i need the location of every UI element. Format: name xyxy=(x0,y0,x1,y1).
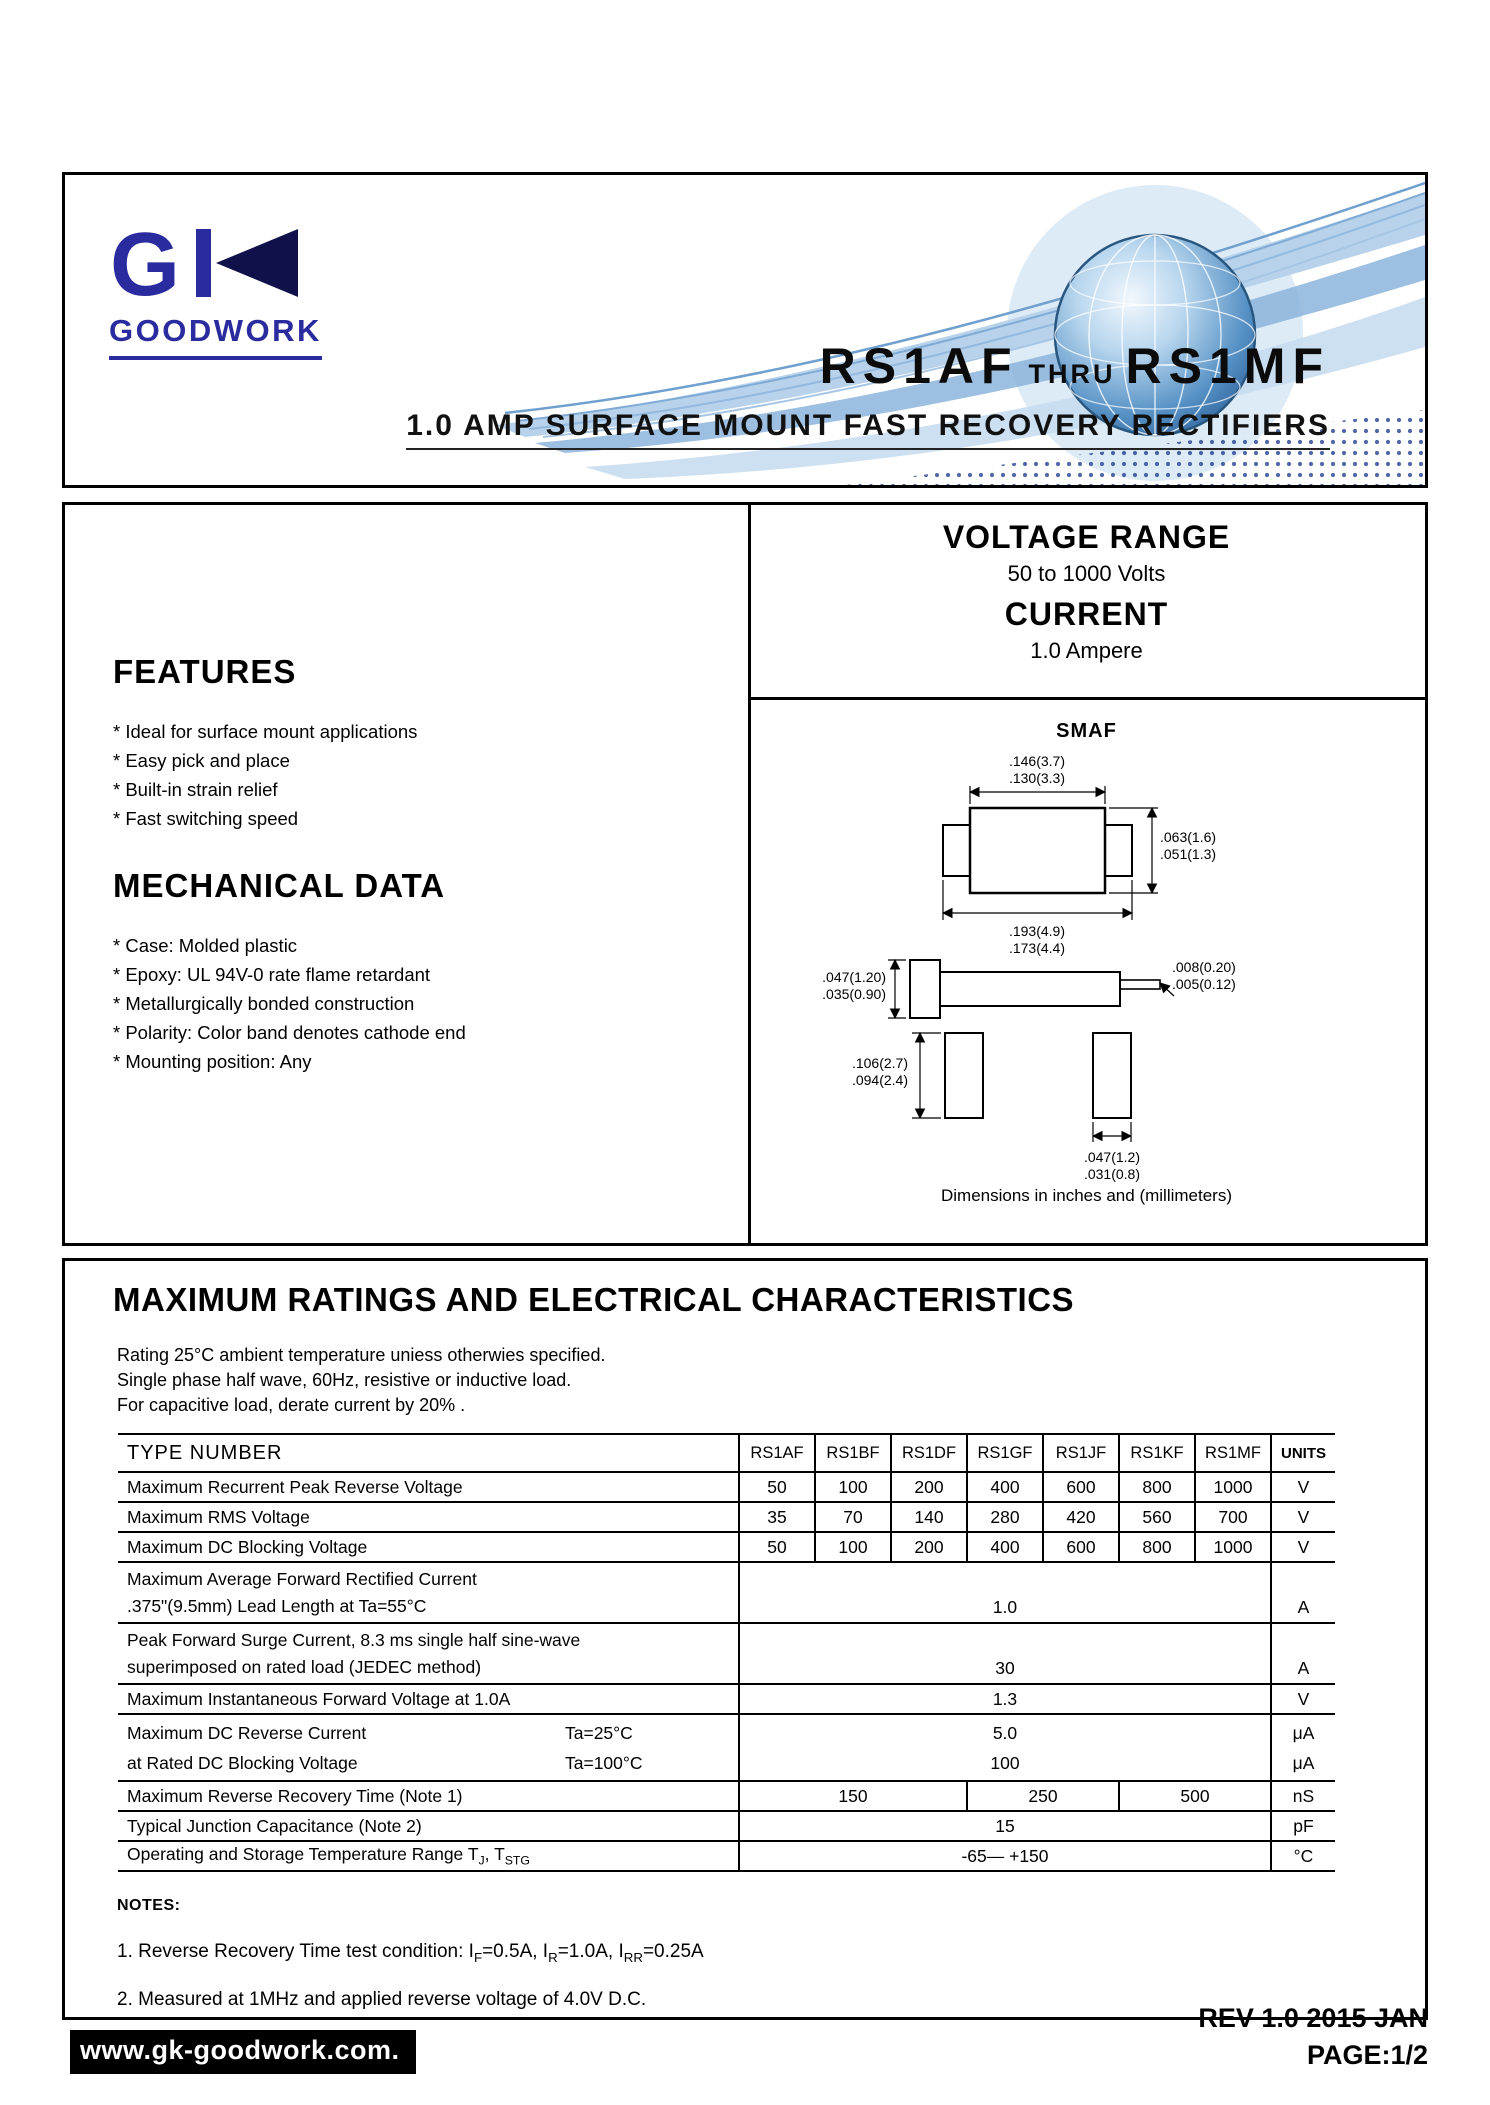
cell-value: 70 xyxy=(814,1503,890,1531)
mechanical-item: * Epoxy: UL 94V-0 rate flame retardant xyxy=(113,964,431,985)
table-row-vdc xyxy=(118,1533,1335,1563)
website-bar: www.gk-goodwork.com. xyxy=(70,2030,416,2074)
cell-value-span: 15 xyxy=(738,1812,1270,1840)
cell-value: 800 xyxy=(1118,1473,1194,1501)
cell-unit: A xyxy=(1270,1624,1335,1683)
page-title xyxy=(820,337,1330,395)
dim-lead-thickness-min: .005(0.12) xyxy=(1172,976,1236,992)
col-header-part: RS1KF xyxy=(1118,1435,1194,1471)
row-label: Maximum Recurrent Peak Reverse Voltage xyxy=(127,1476,463,1497)
row-condition: Ta=25°C xyxy=(565,1723,633,1743)
cell-value-span: 500 xyxy=(1118,1782,1270,1810)
table-header-row xyxy=(118,1435,1335,1473)
svg-text:G: G xyxy=(110,221,181,305)
cell-unit: °C xyxy=(1270,1842,1335,1870)
row-label-line2: superimposed on rated load (JEDEC method) xyxy=(127,1657,482,1677)
cell-value: 35 xyxy=(738,1503,814,1531)
row-label-line1: Peak Forward Surge Current, 8.3 ms single half sine-wave xyxy=(127,1630,581,1650)
col-header-type-number: TYPE NUMBER xyxy=(127,1441,283,1464)
dimensions-footnote: Dimensions in inches and (millimeters) xyxy=(941,1186,1232,1205)
cell-value-span: 250 xyxy=(966,1782,1118,1810)
cell-value: 400 xyxy=(966,1473,1042,1501)
dim-body-width-max: .146(3.7) xyxy=(1008,753,1066,769)
dim-pad-height-max: .106(2.7) xyxy=(851,1055,908,1071)
cell-value: 280 xyxy=(966,1503,1042,1531)
cell-value: 600 xyxy=(1042,1533,1118,1561)
ratings-table xyxy=(118,1433,1335,1872)
header-box xyxy=(62,172,1428,488)
dim-pad-width-min: .031(0.8) xyxy=(1083,1166,1141,1182)
title-part2: RS1MF xyxy=(1125,338,1330,394)
table-row-cj xyxy=(118,1812,1335,1842)
feature-item: * Easy pick and place xyxy=(113,750,290,771)
dim-lead-height-max: .047(1.20) xyxy=(822,969,886,985)
dim-body-height-min: .051(1.3) xyxy=(1160,846,1217,862)
cell-value: 100 xyxy=(814,1533,890,1561)
col-header-part: RS1DF xyxy=(890,1435,966,1471)
table-row-vf xyxy=(118,1685,1335,1715)
dim-total-width-max: .193(4.9) xyxy=(1008,923,1066,939)
globe-graphic xyxy=(1055,235,1255,435)
cell-value: 50 xyxy=(738,1473,814,1501)
col-header-units: UNITS xyxy=(1270,1435,1335,1471)
feature-item: * Fast switching speed xyxy=(113,808,299,829)
notes-heading: NOTES: xyxy=(117,1897,181,1914)
row-label: Operating and Storage Temperature Range $T_J$, $T_{STG}$ xyxy=(127,1844,530,1868)
table-row-if xyxy=(118,1563,1335,1624)
package-drawing xyxy=(760,750,1415,1200)
table-row-trr xyxy=(118,1782,1335,1812)
revision-block xyxy=(1198,2000,1428,2074)
voltage-range-label: VOLTAGE RANGE xyxy=(942,519,1231,555)
condition-line: Single phase half wave, 60Hz, resistive or inductive load. xyxy=(117,1370,572,1390)
rating-conditions xyxy=(117,1343,605,1418)
cell-value: 420 xyxy=(1042,1503,1118,1531)
cell-value: 600 xyxy=(1042,1473,1118,1501)
ratings-box xyxy=(62,1258,1428,2020)
col-header-part: RS1GF xyxy=(966,1435,1042,1471)
cell-value-span: 150 xyxy=(738,1782,966,1810)
cell-value: 1000 xyxy=(1194,1473,1270,1501)
cell-unit: V xyxy=(1270,1503,1335,1531)
dim-pad-height-min: .094(2.4) xyxy=(851,1072,908,1088)
cell-value: 800 xyxy=(1118,1533,1194,1561)
dim-lead-height-min: .035(0.90) xyxy=(822,986,886,1002)
cell-unit: μA xyxy=(1292,1752,1315,1773)
cell-unit: nS xyxy=(1270,1782,1335,1810)
dim-body-height-max: .063(1.6) xyxy=(1160,829,1217,845)
row-label-line2: .375"(9.5mm) Lead Length at Ta=55°C xyxy=(127,1596,427,1616)
mechanical-item: * Polarity: Color band denotes cathode end xyxy=(113,1022,466,1043)
cell-unit: V xyxy=(1270,1685,1335,1713)
gk-logo xyxy=(110,221,320,305)
spec-summary xyxy=(748,505,1425,700)
cell-unit: μA xyxy=(1292,1722,1315,1743)
dim-total-width-min: .173(4.4) xyxy=(1008,940,1066,956)
features-and-package-box xyxy=(62,502,1428,1246)
title-part1: RS1AF xyxy=(819,338,1019,394)
cell-unit: V xyxy=(1270,1473,1335,1501)
condition-line: For capacitive load, derate current by 20% . xyxy=(117,1395,466,1415)
voltage-range-value: 50 to 1000 Volts xyxy=(1007,561,1166,586)
col-header-part: RS1BF xyxy=(814,1435,890,1471)
table-row-vrrm xyxy=(118,1473,1335,1503)
row-label-line2: at Rated DC Blocking Voltage xyxy=(127,1753,358,1773)
revision-text: REV 1.0 2015 JAN xyxy=(1198,2003,1428,2033)
feature-item: * Ideal for surface mount applications xyxy=(113,721,418,742)
cell-value-span: -65— +150 xyxy=(738,1842,1270,1870)
dim-lead-thickness-max: .008(0.20) xyxy=(1172,959,1236,975)
feature-item: * Built-in strain relief xyxy=(113,779,278,800)
col-header-part: RS1JF xyxy=(1042,1435,1118,1471)
ratings-heading: MAXIMUM RATINGS AND ELECTRICAL CHARACTERISTICS xyxy=(113,1281,1075,1318)
features-list xyxy=(113,717,417,833)
mechanical-list xyxy=(113,931,466,1076)
cell-value-span: 5.0 xyxy=(992,1722,1018,1743)
dim-body-width-min: .130(3.3) xyxy=(1008,770,1066,786)
cell-value: 400 xyxy=(966,1533,1042,1561)
cell-unit: pF xyxy=(1270,1812,1335,1840)
current-value: 1.0 Ampere xyxy=(1030,638,1143,663)
table-row-ifsm xyxy=(118,1624,1335,1685)
col-header-part: RS1AF xyxy=(738,1435,814,1471)
cell-value: 1000 xyxy=(1194,1533,1270,1561)
note-1: 1. Reverse Recovery Time test condition: $I_F=0.5A$, $I_R=1.0A$, $I_{RR}=0.25A$ xyxy=(117,1941,704,1965)
cell-value-span: 1.0 xyxy=(738,1563,1270,1622)
page-subtitle: 1.0 AMP SURFACE MOUNT FAST RECOVERY RECTIFIERS xyxy=(406,409,1330,450)
note-2: 2. Measured at 1MHz and applied reverse voltage of 4.0V D.C. xyxy=(117,1989,647,2010)
row-label-line1: Maximum DC Reverse Current xyxy=(127,1723,367,1743)
cell-value: 140 xyxy=(890,1503,966,1531)
mechanical-item: * Mounting position: Any xyxy=(113,1051,312,1072)
row-label: Typical Junction Capacitance (Note 2) xyxy=(127,1815,422,1836)
package-section xyxy=(748,700,1425,1246)
row-label: Maximum Reverse Recovery Time (Note 1) xyxy=(127,1785,463,1806)
condition-line: Rating 25°C ambient temperature uniess otherwies specified. xyxy=(117,1345,606,1365)
dim-pad-width-max: .047(1.2) xyxy=(1083,1149,1141,1165)
cell-value-span: 30 xyxy=(738,1624,1270,1683)
package-name: SMAF xyxy=(1056,720,1117,742)
cell-value: 200 xyxy=(890,1533,966,1561)
cell-unit: A xyxy=(1270,1563,1335,1622)
cell-value: 700 xyxy=(1194,1503,1270,1531)
table-row-ir xyxy=(118,1715,1335,1782)
mechanical-heading: MECHANICAL DATA xyxy=(113,867,446,904)
cell-value: 200 xyxy=(890,1473,966,1501)
cell-value: 100 xyxy=(814,1473,890,1501)
mechanical-item: * Case: Molded plastic xyxy=(113,935,298,956)
cell-value-span: 1.3 xyxy=(738,1685,1270,1713)
row-label-line1: Maximum Average Forward Rectified Current xyxy=(127,1569,477,1589)
title-thru: THRU xyxy=(1028,359,1116,389)
features-heading: FEATURES xyxy=(113,653,297,690)
row-condition: Ta=100°C xyxy=(565,1753,643,1773)
cell-value-span: 100 xyxy=(990,1752,1020,1773)
table-row-tstg xyxy=(118,1842,1335,1872)
row-label: Maximum Instantaneous Forward Voltage at 1.0A xyxy=(127,1688,511,1709)
cell-value: 50 xyxy=(738,1533,814,1561)
row-label: Maximum RMS Voltage xyxy=(127,1506,310,1527)
table-row-vrms xyxy=(118,1503,1335,1533)
cell-unit: V xyxy=(1270,1533,1335,1561)
current-label: CURRENT xyxy=(1004,596,1169,632)
col-header-part: RS1MF xyxy=(1194,1435,1270,1471)
cell-value: 560 xyxy=(1118,1503,1194,1531)
page-number: PAGE:1/2 xyxy=(1306,2040,1428,2070)
row-label: Maximum DC Blocking Voltage xyxy=(127,1536,368,1557)
mechanical-item: * Metallurgically bonded construction xyxy=(113,993,415,1014)
logo-wordmark: GOODWORK xyxy=(109,313,322,360)
